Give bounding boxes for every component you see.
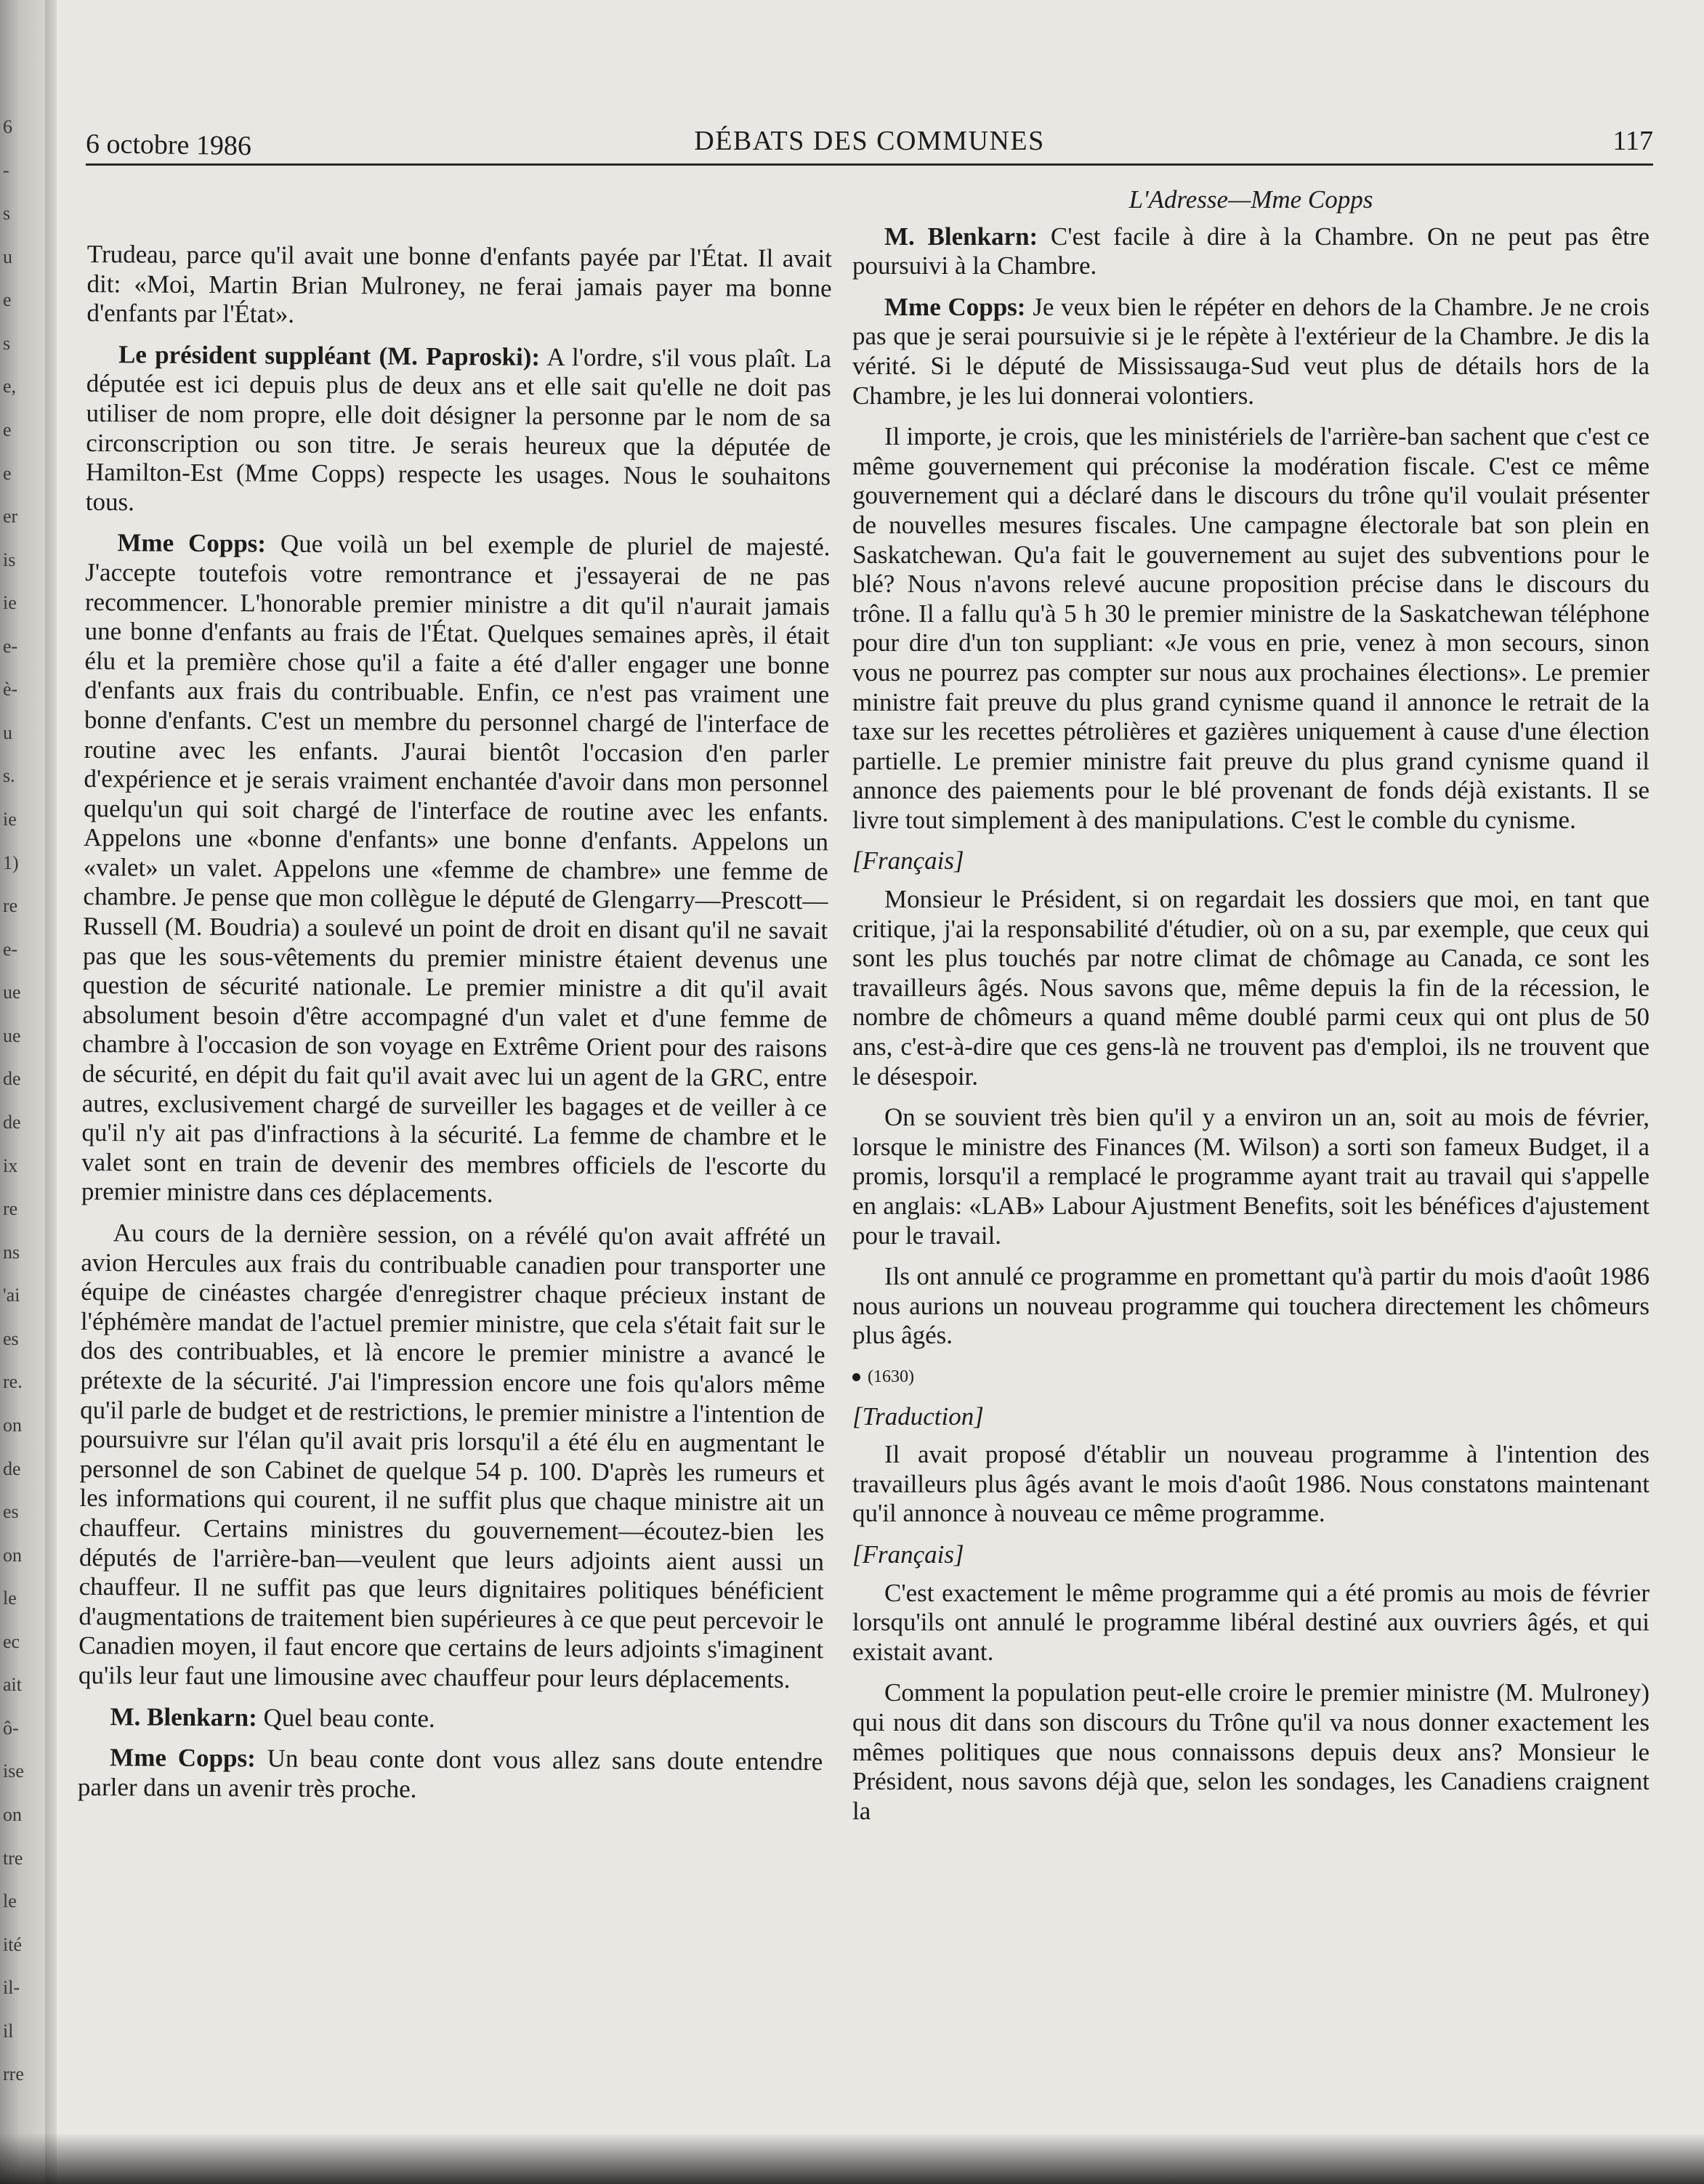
page-spine: [45, 0, 57, 2184]
binding-text-fragment: ec: [3, 1630, 20, 1652]
binding-text-fragment: de: [3, 1457, 21, 1479]
speaker-name: Le président suppléant (M. Paproski):: [118, 340, 541, 371]
bullet-icon: [852, 1373, 860, 1381]
binding-text-fragment: e-: [3, 635, 18, 657]
binding-text-fragment: on: [3, 1544, 22, 1566]
paragraph: Au cours de la dernière session, on a révélé qu'on avait affrété un avion Hercules aux frais du contribuable canadien pour transporter une équipe de cinéastes chargée d'enregistrer chaque précieux instant de l'éphémère mandat de l'actuel premier ministre, que cela s'était fait sur le dos des contribuables, et là encore le premier ministre a avancé le prétexte de la sécurité. J'ai l'impression encore une fois qu'alors même qu'il parle de budget et de restrictions, le premier ministre a l'intention de poursuivre sur l'élan qu'il avait pris lorsqu'il a été élu en augmentant le personnel de son Cabinet de quelque 54 p. 100. D'après les rumeurs et les informations qui courent, il ne suffit plus que chaque ministre ait un chauffeur. Certains ministres du gouvernement—écoutez-bien les députés de l'arrière-ban—veulent que leurs adjoints aient aussi un chauffeur. Il ne suffit pas que leurs dignitaires politiques bénéficient d'augmentations de traitement bien supérieures à ce que peut percevoir le Canadien moyen, il faut encore que certains de leurs adjoints s'imaginent qu'ils leur faut une limousine avec chauffeur pour leurs déplacements.: [78, 1218, 826, 1694]
binding-text-fragment: ait: [3, 1674, 22, 1696]
binding-text-fragment: le: [3, 1890, 17, 1912]
document-page: [57, 0, 1704, 2184]
speaker-name: Mme Copps:: [110, 1743, 256, 1773]
binding-text-fragment: e: [3, 289, 12, 311]
paragraph: Trudeau, parce qu'il avait une bonne d'enfants payée par l'État. Il avait dit: «Moi, Martin Brian Mulroney, ne ferai jamais payer ma bonne d'enfants par l'État».: [86, 240, 832, 328]
binding-text-fragment: 1): [3, 852, 19, 873]
speech: [78, 1743, 823, 1806]
header-title: DÉBATS DES COMMUNES: [694, 126, 1045, 156]
adjacent-page-edge: [0, 0, 45, 2184]
binding-text-fragment: -: [3, 159, 9, 181]
timestamp: [852, 1362, 1650, 1392]
running-head: [86, 125, 1653, 161]
binding-text-fragment: re.: [3, 1371, 23, 1393]
binding-text-fragment: ue: [3, 982, 21, 1003]
binding-text-fragment: le: [3, 1588, 17, 1609]
binding-text-fragment: tre: [3, 1847, 23, 1869]
timestamp-text: (1630): [868, 1367, 914, 1386]
speech: [852, 222, 1650, 281]
binding-text-fragment: es: [3, 1327, 19, 1349]
binding-text-fragment: de: [3, 1068, 21, 1090]
binding-text-fragment: is: [3, 549, 16, 570]
binding-text-fragment: ue: [3, 1024, 21, 1046]
binding-text-fragment: u: [3, 721, 12, 743]
right-column: [852, 185, 1650, 1837]
paragraph: On se souvient très bien qu'il y a environ un an, soit au mois de février, lorsque le ministre des Finances (M. Wilson) a sorti son fameux Budget, il a promis, lorsqu'il a remplacé le programme ayant trait au travail qui s'appelle en anglais: «LAB» Labour Ajustment Benefits, soit les bénéfices d'ajustement pour le travail.: [852, 1103, 1650, 1250]
binding-text-fragment: il-: [3, 1977, 20, 1999]
speech-text: Que voilà un bel exemple de pluriel de majesté. J'accepte toutefois votre remontrance et j'essayerai de ne pas recommencer. L'honorable premier ministre a dit qu'il n'aurait jamais une bonne d'enfants au frais de l'État. Quelques semaines après, il était élu et la première chose qu'il a faite a été d'aller engager une bonne d'enfants aux frais du contribuable. Enfin, ce n'est pas vraiment une bonne d'enfants. C'est un membre du personnel chargé de l'interface de routine avec les enfants. J'aurai bientôt l'occasion d'en parler d'expérience et je serais vraiment enchantée d'avoir dans mon personnel quelqu'un qui soit chargé de l'interface de routine avec les enfants. Appelons une «bonne d'enfants» une bonne d'enfants. Appelons un «valet» un valet. Appelons une «femme de chambre» une femme de chambre. Je pense que mon collègue le député de Glengarry—Prescott—Russell (M. Boudria) a soulevé un point de droit en disant qu'il ne savait pas que les sous-vêtements du premier ministre étaient devenus une question de sécurité nationale. Le premier ministre a dit qu'il avait absolument besoin d'être accompagné d'un valet et d'une femme de chambre à l'occasion de son voyage en Extrême Orient pour des raisons de sécurité, en dépit du fait qu'il avait avec lui un agent de la GRC, entre autres, exclusivement chargé de surveiller les bagages et de veiller à ce qu'il n'y ait pas d'infractions à la sécurité. La femme de chambre et le valet sont en train de devenir des membres officiels de l'escorte du premier ministre dans ces déplacements.: [81, 529, 831, 1208]
language-marker: [Français]: [852, 846, 964, 875]
paragraph: Ils ont annulé ce programme en promettant qu'à partir du mois d'août 1986 nous aurions un nouveau programme qui touchera directement les chômeurs plus âgés.: [852, 1262, 1650, 1350]
binding-text-fragment: e,: [3, 376, 17, 397]
page-number: 117: [1612, 126, 1653, 156]
paragraph: Comment la population peut-elle croire le premier ministre (M. Mulroney) qui nous dit dans son discours du Trône qu'il va nous donner exactement les mêmes politiques que nous connaissons depuis deux ans? Monsieur le Président, nous savons déjà que, selon les sondages, les Canadiens craignent la: [852, 1678, 1650, 1825]
binding-text-fragment: u: [3, 246, 12, 267]
binding-text-fragment: e: [3, 418, 12, 440]
binding-text-fragment: e-: [3, 938, 18, 960]
binding-text-fragment: rre: [3, 2063, 24, 2085]
speech: [852, 293, 1650, 410]
column-subheading: L'Adresse—Mme Copps: [1128, 185, 1373, 214]
binding-text-fragment: ns: [3, 1241, 20, 1263]
binding-text-fragment: il: [3, 2020, 14, 2042]
speaker-name: Mme Copps:: [884, 292, 1026, 321]
speech: [81, 528, 831, 1211]
speech-text: C'est facile à dire à la Chambre. On ne peut pas être poursuivi à la Chambre.: [852, 222, 1650, 280]
header-rule: [86, 163, 1653, 166]
binding-text-fragment: de: [3, 1112, 21, 1133]
binding-text-fragment: ie: [3, 809, 17, 830]
binding-text-fragment: e: [3, 462, 12, 484]
binding-text-fragment: ix: [3, 1154, 18, 1176]
scan-bottom-shadow: [0, 2133, 1704, 2184]
speech: [86, 340, 831, 522]
binding-text-fragment: s: [3, 332, 11, 354]
paragraph: Il importe, je crois, que les ministériels de l'arrière-ban sachent que c'est ce même gouvernement qui préconise la modération fiscale. C'est ce même gouvernement qui a déclaré dans le discours du trône qu'il voulait présenter de nouvelles mesures fiscales. Une campagne électorale bat son plein en Saskatchewan. Qu'a fait le gouvernement au sujet des subventions pour le blé? Nous n'avons relevé aucune proposition précise dans le discours du trône. Il a fallu qu'à 5 h 30 le premier ministre de la Saskatchewan téléphone pour dire d'un ton suppliant: «Je vous en prie, venez à mon secours, sinon vous ne pourrez pas compter sur nous aux prochaines élections». Le premier ministre fait preuve du plus grand cynisme quand il annonce le retrait de la taxe sur les recettes pétrolières et gazières uniquement à cause d'une élection partielle. Le premier ministre fait preuve du plus grand cynisme quand il annonce des paiements pour le blé provenant de fonds déjà existants. Il se livre tout simplement à des manipulations. C'est le comble du cynisme.: [852, 422, 1650, 834]
binding-text-fragment: ité: [3, 1933, 22, 1955]
speech-text: A l'ordre, s'il vous plaît. La députée est ici depuis plus de deux ans et elle sait qu'elle ne doit pas utiliser de nom propre, elle doit désigner la personne par le nom de sa circonscription ou son titre. Je serais heureux que la députée de Hamilton-Est (Mme Copps) respecte les usages. Nous le souhaitons tous.: [85, 342, 832, 517]
binding-text-fragment: er: [3, 506, 18, 527]
binding-text-fragment: ise: [3, 1760, 24, 1782]
speech-text: Je veux bien le répéter en dehors de la Chambre. Je ne crois pas que je serai poursuivie si je le répète à l'extérieur de la Chambre. Je dis la vérité. Si le député de Mississauga-Sud veut plus de détails hors de la Chambre, je les lui donnerai volontiers.: [852, 292, 1650, 410]
binding-text-fragment: s: [3, 203, 11, 225]
speech: [78, 1702, 823, 1736]
binding-text-fragment: es: [3, 1501, 19, 1523]
left-column: [78, 240, 832, 1819]
binding-text-fragment: on: [3, 1414, 22, 1436]
binding-text-fragment: 6: [3, 116, 12, 137]
binding-text-fragment: s.: [3, 765, 15, 787]
binding-text-fragment: 'ai: [3, 1285, 20, 1306]
language-marker: [Français]: [852, 1540, 964, 1569]
binding-text-fragment: re: [3, 895, 18, 917]
binding-text-fragment: re: [3, 1198, 18, 1220]
binding-text-fragment: on: [3, 1804, 22, 1826]
binding-text-fragment: ô-: [3, 1717, 19, 1739]
speaker-name: M. Blenkarn:: [884, 222, 1038, 251]
speaker-name: M. Blenkarn:: [110, 1702, 257, 1731]
paragraph: Monsieur le Président, si on regardait les dossiers que moi, en tant que critique, j'ai la responsabilité d'étudier, où on a su, par exemple, que ceux qui sont les plus touchés par notre climat de chômage au Canada, ce sont les travailleurs âgés. Nous savons que, même depuis la fin de la récession, le nombre de chômeurs a quand même doublé parmi ceux qui ont plus de 50 ans, c'est-à-dire que ces gens-là ne trouvent pas d'emploi, ils ne trouvent que le désespoir.: [852, 885, 1650, 1091]
paragraph: C'est exactement le même programme qui a été promis au mois de février lorsqu'ils ont annulé le programme libéral destiné aux ouvriers âgés, et qui existait avant.: [852, 1578, 1650, 1666]
binding-text-fragment: ie: [3, 592, 17, 614]
language-marker: [Traduction]: [852, 1402, 984, 1431]
header-date: 6 octobre 1986: [85, 129, 252, 162]
speech-text: Quel beau conte.: [257, 1702, 435, 1733]
paragraph: Il avait proposé d'établir un nouveau programme à l'intention des travailleurs plus âgés avant le mois d'août 1986. Nous constatons maintenant qu'il annonce à nouveau ce même programme.: [852, 1440, 1650, 1528]
binding-text-fragment: è-: [3, 679, 18, 700]
speech-text: Un beau conte dont vous allez sans doute entendre parler dans un avenir très proche.: [77, 1744, 823, 1803]
speaker-name: Mme Copps:: [117, 528, 267, 558]
